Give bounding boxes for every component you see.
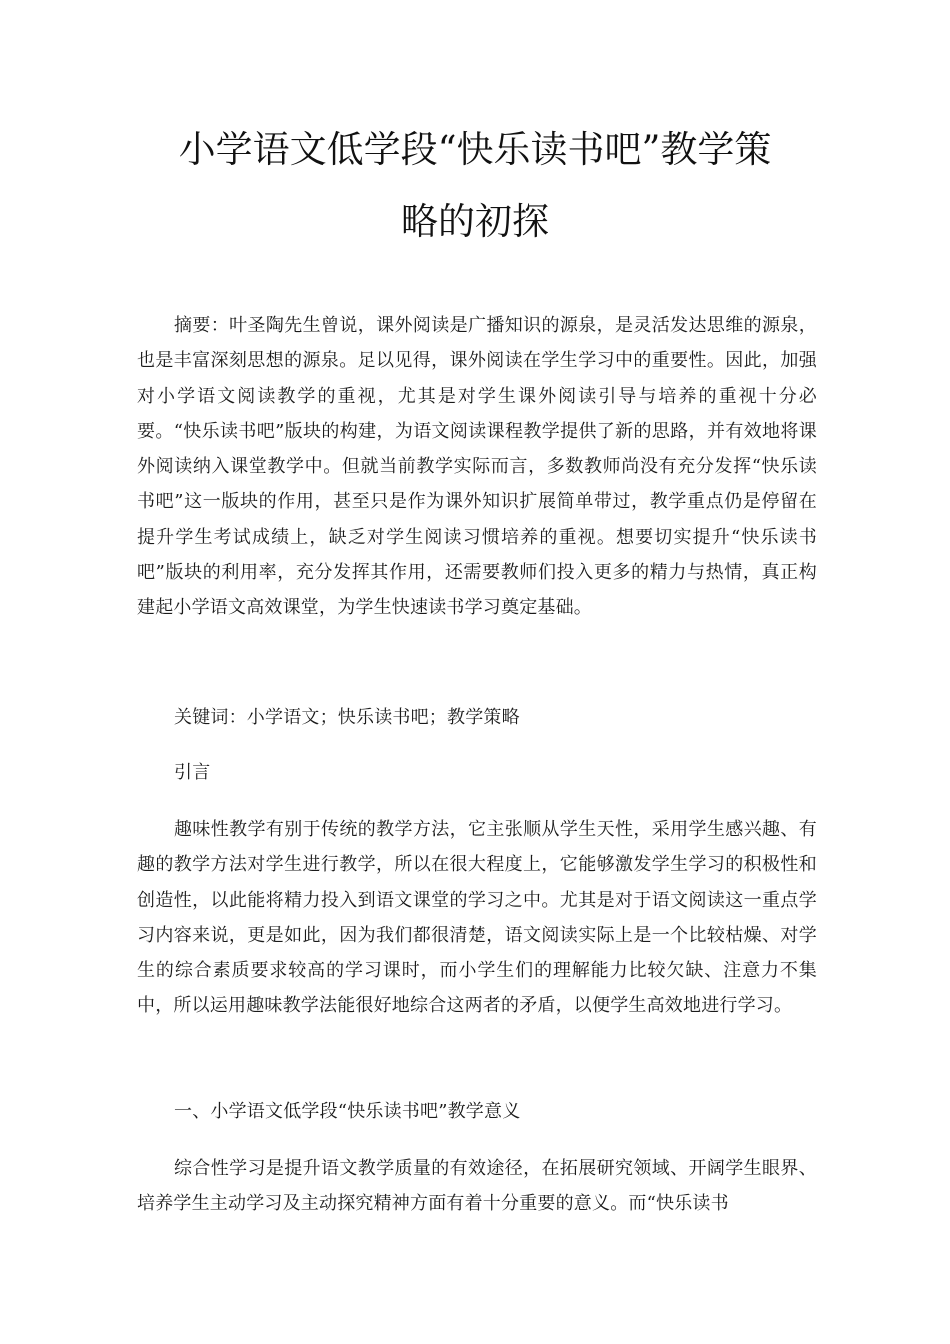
section-1-heading: 一、小学语文低学段“快乐读书吧”教学意义	[174, 1101, 521, 1122]
section-1-paragraph: 综合性学习是提升语文教学质量的有效途径，在拓展研究领域、开阔学生眼界、培养学生主动学习及主动探究精神方面有着十分重要的意义。而“快乐读书	[137, 1158, 817, 1215]
document-title-line-1: 小学语文低学段“快乐读书吧”教学策	[178, 128, 772, 171]
abstract-paragraph: 摘要：叶圣陶先生曾说，课外阅读是广播知识的源泉，是灵活发达思维的源泉，也是丰富深刻思想的源泉。足以见得，课外阅读在学生学习中的重要性。因此，加强对小学语文阅读教学的重视，尤其是对学生课外阅读引导与培养的重视十分必要。“快乐读书吧”版块的构建，为语文阅读课程教学提供了新的思路，并有效地将课外阅读纳入课堂教学中。但就当前教学实际而言，多数教师尚没有充分发挥“快乐读书吧”这一版块的作用，甚至只是作为课外知识扩展简单带过，教学重点仍是停留在提升学生考试成绩上，缺乏对学生阅读习惯培养的重视。想要切实提升“快乐读书吧”版块的利用率，充分发挥其作用，还需要教师们投入更多的精力与热情，真正构建起小学语文高效课堂，为学生快速读书学习奠定基础。	[137, 315, 817, 619]
keywords-line: 关键词：小学语文；快乐读书吧；教学策略	[174, 707, 520, 728]
intro-paragraph: 趣味性教学有别于传统的教学方法，它主张顺从学生天性，采用学生感兴趣、有趣的教学方法对学生进行教学，所以在很大程度上，它能够激发学生学习的积极性和创造性，以此能将精力投入到语文课堂的学习之中。尤其是对于语文阅读这一重点学习内容来说，更是如此，因为我们都很清楚，语文阅读实际上是一个比较枯燥、对学生的综合素质要求较高的学习课时，而小学生们的理解能力比较欠缺、注意力不集中，所以运用趣味教学法能很好地综合这两者的矛盾，以便学生高效地进行学习。	[137, 819, 817, 1017]
intro-heading: 引言	[174, 762, 211, 783]
document-title-line-2: 略的初探	[401, 200, 549, 243]
